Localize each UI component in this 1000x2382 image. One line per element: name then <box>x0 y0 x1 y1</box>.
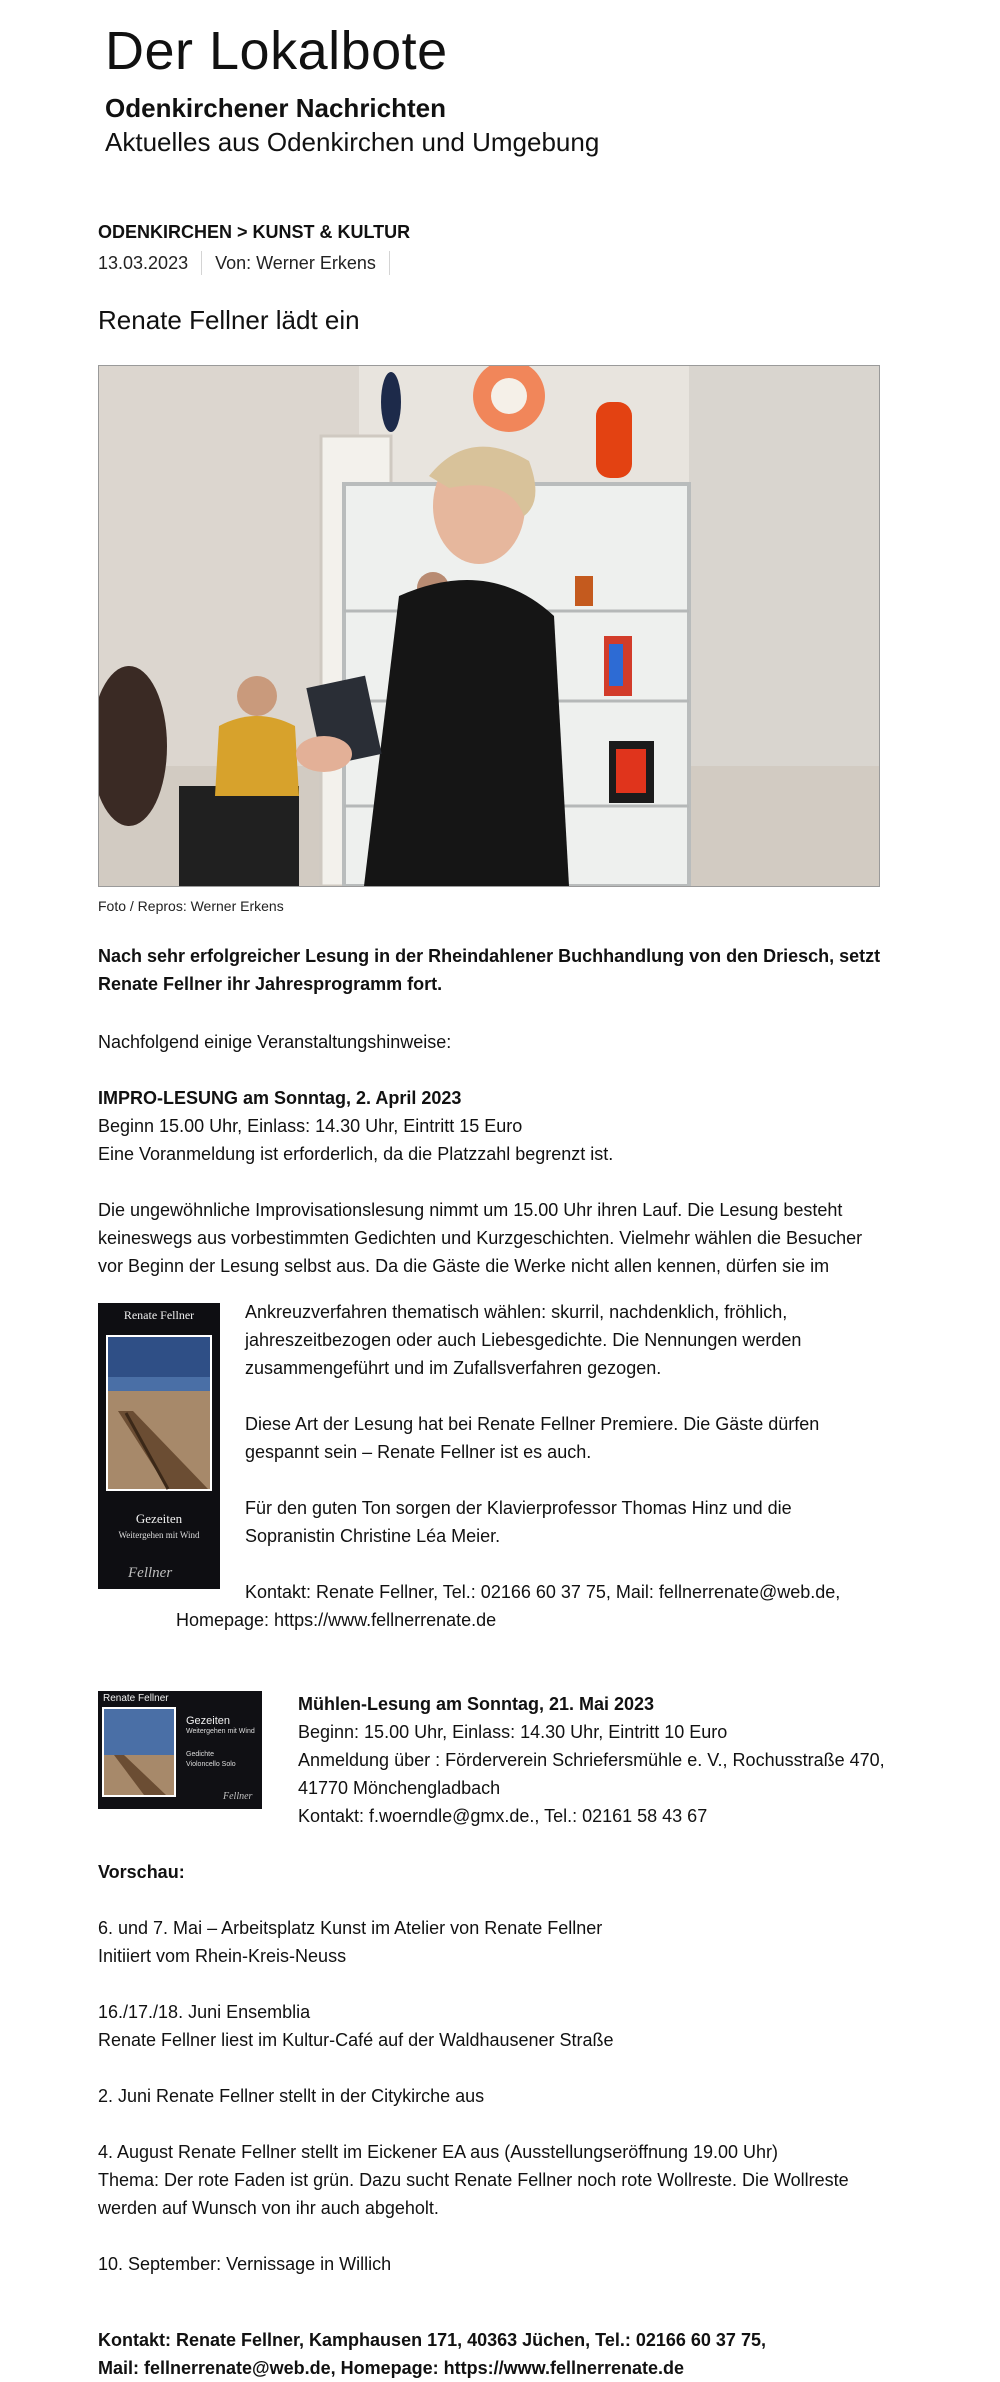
lead-paragraph <box>98 942 898 998</box>
event1-description <box>98 1196 898 1280</box>
desc-line: Diese Art der Lesung hat bei Renate Fellner Premiere. Die Gäste dürfen <box>245 1414 820 1434</box>
event1-description-cont <box>245 1298 905 1382</box>
photo-illustration <box>99 366 879 886</box>
event1-line: Eine Voranmeldung ist erforderlich, da die Platzzahl begrenzt ist. <box>98 1144 614 1164</box>
site-subtitle: Odenkirchener Nachrichten <box>105 93 446 123</box>
preview-line: Initiiert vom Rhein-Kreis-Neuss <box>98 1946 347 1966</box>
event2-line: Kontakt: f.woerndle@gmx.de., Tel.: 02161 58 43 67 <box>298 1806 708 1826</box>
desc-line: zusammengeführt und im Zufallsverfahren gezogen. <box>245 1358 662 1378</box>
book-signature: Fellner <box>128 1565 173 1581</box>
event1-premiere <box>245 1410 905 1466</box>
desc-line: vor Beginn der Lesung selbst aus. Da die Gäste die Werke nicht allen kennen, dürfen sie im <box>98 1256 830 1276</box>
event2-title: Mühlen-Lesung am Sonntag, 21. Mai 2023 <box>298 1694 655 1714</box>
book-title: Gezeiten <box>135 1511 183 1526</box>
preview-line: 10. September: Vernissage in Willich <box>98 2254 392 2274</box>
preview-line: 6. und 7. Mai – Arbeitsplatz Kunst im Atelier von Renate Fellner <box>98 1918 603 1938</box>
desc-line: keineswegs aus vorbestimmten Gedichten und Kurzgeschichten. Vielmehr wählen die Besucher <box>98 1228 863 1248</box>
event1-music <box>245 1494 905 1550</box>
book-subtitle: Weitergehen mit Wind <box>118 1530 200 1540</box>
footer-line: Mail: fellnerrenate@web.de, Homepage: https://www.fellnerrenate.de <box>98 2358 685 2378</box>
preview-item <box>98 2138 898 2222</box>
book-subtitle: Weitergehen mit Wind <box>186 1728 255 1735</box>
article-date: 13.03.2023 <box>98 253 189 273</box>
desc-line: Die ungewöhnliche Improvisationslesung nimmt um 15.00 Uhr ihren Lauf. Die Lesung besteht <box>98 1200 843 1220</box>
preview-line: 4. August Renate Fellner stellt im Eickener EA aus (Ausstellungseröffnung 19.00 Uhr) <box>98 2142 779 2162</box>
preview-item <box>98 2082 898 2110</box>
preview-item <box>98 2250 898 2278</box>
book-line: Gedichte <box>186 1751 215 1758</box>
meta-divider <box>201 251 202 275</box>
book-cover-photo <box>98 1331 220 1511</box>
preview-item <box>98 1914 898 1970</box>
event2-block <box>298 1690 918 1830</box>
site-title[interactable]: Der Lokalbote <box>105 21 448 81</box>
book-cover-photo <box>100 1707 178 1797</box>
event1-title: IMPRO-LESUNG am Sonntag, 2. April 2023 <box>98 1088 462 1108</box>
desc-line: Sopranistin Christine Léa Meier. <box>245 1526 501 1546</box>
preview-heading: Vorschau: <box>98 1862 185 1882</box>
lead-line: Renate Fellner ihr Jahresprogramm fort. <box>98 974 443 994</box>
desc-line: Ankreuzverfahren thematisch wählen: skurril, nachdenklich, fröhlich, <box>245 1302 788 1322</box>
preview-line: 16./17./18. Juni Ensemblia <box>98 2002 311 2022</box>
event2-line: Anmeldung über : Förderverein Schriefersmühle e. V., Rochusstraße 470, <box>298 1750 885 1770</box>
article-photo[interactable] <box>98 365 880 887</box>
article-author: Von: Werner Erkens <box>215 253 376 273</box>
book-author: Renate Fellner <box>103 1693 169 1704</box>
book-signature: Fellner <box>223 1791 253 1802</box>
lead-line: Nach sehr erfolgreicher Lesung in der Rheindahlener Buchhandlung von den Driesch, setzt <box>98 946 881 966</box>
event1-homepage[interactable]: Homepage: https://www.fellnerrenate.de <box>176 1610 497 1630</box>
event1-block <box>98 1084 898 1168</box>
preview-item <box>98 1998 898 2054</box>
event1-line: Beginn 15.00 Uhr, Einlass: 14.30 Uhr, Eintritt 15 Euro <box>98 1116 523 1136</box>
event2-line: Beginn: 15.00 Uhr, Einlass: 14.30 Uhr, Eintritt 10 Euro <box>298 1722 728 1742</box>
footer-contact <box>98 2326 898 2382</box>
intro-text: Nachfolgend einige Veranstaltungshinweise: <box>98 1032 452 1052</box>
site-tagline: Aktuelles aus Odenkirchen und Umgebung <box>105 127 600 157</box>
book-title: Gezeiten <box>186 1715 231 1727</box>
article-headline: Renate Fellner lädt ein <box>98 305 360 335</box>
article-meta <box>98 251 403 275</box>
preview-line: werden auf Wunsch von ihr auch abgeholt. <box>98 2198 439 2218</box>
book-cover-gezeiten-small[interactable] <box>98 1691 262 1809</box>
book-cover-gezeiten[interactable] <box>98 1303 220 1589</box>
meta-divider <box>389 251 390 275</box>
preview-line: Thema: Der rote Faden ist grün. Dazu sucht Renate Fellner noch rote Wollreste. Die Wollreste <box>98 2170 849 2190</box>
book-author: Renate Fellner <box>123 1308 195 1322</box>
preview-line: 2. Juni Renate Fellner stellt in der Citykirche aus <box>98 2086 485 2106</box>
desc-line: Für den guten Ton sorgen der Klavierprofessor Thomas Hinz und die <box>245 1498 792 1518</box>
footer-line: Kontakt: Renate Fellner, Kamphausen 171, 40363 Jüchen, Tel.: 02166 60 37 75, <box>98 2330 766 2350</box>
desc-line: gespannt sein – Renate Fellner ist es auch. <box>245 1442 592 1462</box>
book-line: Violoncello Solo <box>186 1761 236 1768</box>
event1-contact: Kontakt: Renate Fellner, Tel.: 02166 60 37 75, Mail: fellnerrenate@web.de, <box>245 1582 841 1602</box>
photo-caption: Foto / Repros: Werner Erkens <box>98 898 284 914</box>
preview-line: Renate Fellner liest im Kultur-Café auf der Waldhausener Straße <box>98 2030 614 2050</box>
desc-line: jahreszeitbezogen oder auch Liebesgedichte. Die Nennungen werden <box>245 1330 802 1350</box>
breadcrumb[interactable]: ODENKIRCHEN > KUNST & KULTUR <box>98 222 411 242</box>
event2-line: 41770 Mönchengladbach <box>298 1778 501 1798</box>
